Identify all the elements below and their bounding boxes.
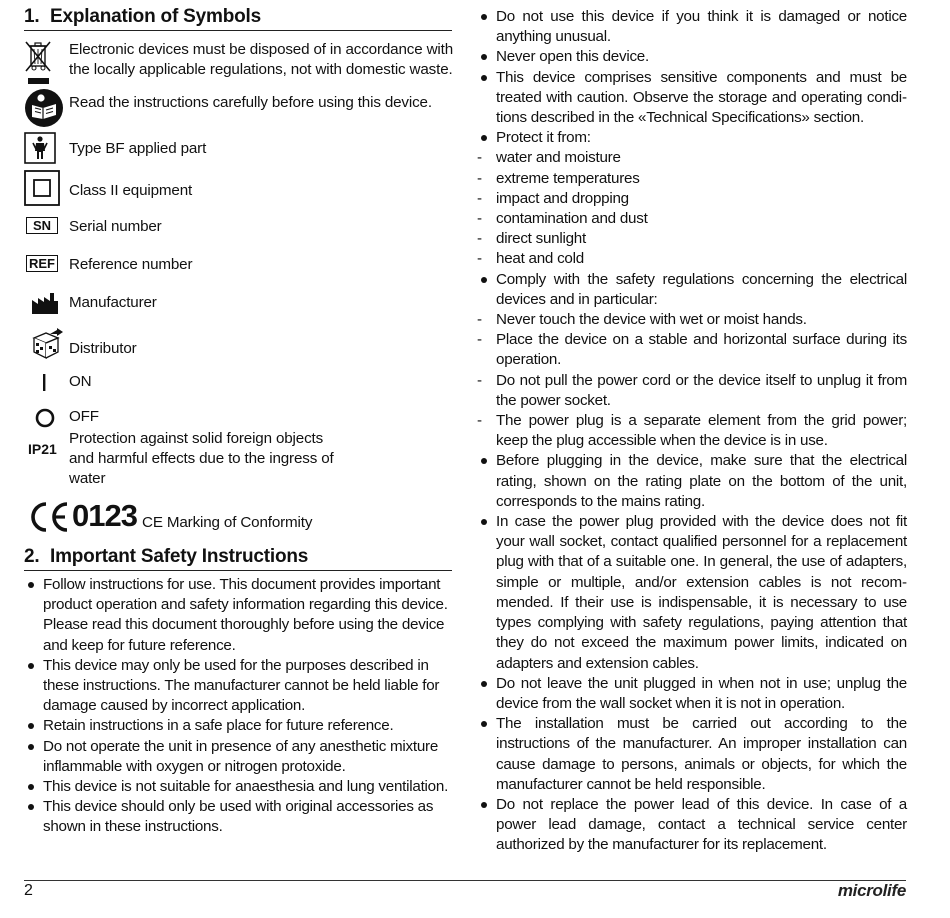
list-item: - The power plug is a separate element from the grid power; keep the plug accessible when the device is in use. — [477, 411, 907, 451]
symbol-text-distributor: Distributor — [69, 340, 137, 357]
list-item: In case the power plug provided with the device does not fit your wall socket, contact qualified personnel for a replacement plug with that of a suitable one. In general, the use of adapters, simple or multiple, and/or extension cables is not recommended. If their use is indispensable, it is necessary to use types complying with safety regulations, paying attention that they do not exceed the maximum power limits, indicated on adapters and extension cables. — [477, 512, 907, 674]
list-item: - Do not pull the power cord or the device itself to unplug it from the power socket. — [477, 371, 907, 411]
ce-mark-icon — [27, 500, 71, 538]
section-1-heading — [24, 6, 452, 31]
list-item: Do not operate the unit in presence of any anesthetic mixture inflammable with oxygen or nitrogen protoxide. — [24, 737, 454, 777]
page-number: 2 — [24, 882, 33, 899]
symbol-text-class-ii: Class II equipment — [69, 182, 193, 199]
list-item: Do not leave the unit plugged in when not in use; unplug the device from the wall socket when it is not in operation. — [477, 674, 907, 714]
protect-from-list — [477, 148, 907, 269]
list-item: The installation must be carried out according to the instructions of the manufacturer. An improper installation can cause damage to persons, animals or objects, for which the manufacturer cannot be held responsible. — [477, 714, 907, 795]
symbol-text-on: ON — [69, 373, 92, 390]
brand-logo: microlife — [837, 881, 906, 900]
section-2-title: Important Safety Instructions — [50, 546, 309, 567]
list-item: Do not replace the power lead of this device. In case of a power lead damage, contact a technical service center authorized by the manufacturer for its replacement. — [477, 795, 907, 856]
list-item: This device is not suitable for anaesthesia and lung ventilation. — [24, 777, 454, 797]
list-item: - direct sunlight — [477, 229, 907, 249]
distributor-icon — [30, 328, 64, 364]
list-item: Retain instructions in a safe place for future reference. — [24, 716, 454, 736]
list-item: This device may only be used for the purposes described in these instructions. The manufacturer cannot be held liable for damage caused by incorrect application. — [24, 656, 454, 717]
symbol-text-manufacturer: Manufacturer — [69, 294, 157, 311]
list-item: - Never touch the device with wet or moist hands. — [477, 310, 907, 330]
class-ii-equipment-icon — [24, 170, 60, 210]
off-icon — [35, 408, 55, 432]
list-item: - extreme temperatures — [477, 169, 907, 189]
list-item: Never open this device. — [477, 47, 907, 67]
ce-notified-body-number: 0123 — [72, 498, 137, 533]
list-item: - Place the device on a stable and horizontal surface during its operation. — [477, 330, 907, 370]
symbol-text-type-bf: Type BF applied part — [69, 140, 207, 157]
safety-list-left — [24, 575, 454, 838]
read-instructions-icon — [24, 88, 64, 132]
list-item: This device comprises sensitive components and must be treated with caution. Observe the storage and operating conditions described in the «Technical Specifications» section. — [477, 68, 907, 129]
symbol-text-reference-number: Reference number — [69, 256, 193, 273]
symbol-text-ce-mark: CE Marking of Conformity — [142, 514, 313, 531]
symbol-text-weee: Electronic devices must be disposed of in accordance with the locally applicable regulations, not with domestic waste. — [69, 41, 453, 79]
weee-crossed-bin-icon — [24, 40, 54, 90]
list-item: - heat and cold — [477, 249, 907, 269]
list-item: Protect it from: — [477, 128, 907, 148]
symbol-text-ip21: Protection against solid foreign objects and harmful effects due to the ingress of water — [69, 430, 334, 488]
serial-number-label: SN — [26, 217, 58, 234]
symbol-text-read-instructions: Read the instructions carefully before using this device. — [69, 94, 432, 111]
section-2-number: 2. — [24, 546, 40, 567]
list-item: Do not use this device if you think it is damaged or notice anything unusual. — [477, 7, 907, 47]
section-1-number: 1. — [24, 6, 40, 27]
reference-number-label: REF — [26, 255, 58, 272]
symbol-text-off: OFF — [69, 408, 99, 425]
serial-number-icon — [26, 217, 58, 234]
list-item: - contamination and dust — [477, 209, 907, 229]
manufacturer-icon — [32, 292, 58, 318]
electrical-safety-list — [477, 310, 907, 451]
on-icon — [42, 374, 48, 396]
list-item: Comply with the safety regulations concerning the electrical devices and in particular: — [477, 270, 907, 310]
list-item: This device should only be used with original accessories as shown in these instructions. — [24, 797, 454, 837]
list-item: Follow instructions for use. This document provides important product operation and safety information regarding this device. Please read this document thoroughly before using the device and keep for future reference. — [24, 575, 454, 656]
reference-number-icon — [26, 255, 58, 272]
section-2-heading — [24, 546, 452, 571]
list-item: - water and moisture — [477, 148, 907, 168]
type-bf-applied-part-icon — [24, 132, 56, 168]
symbol-text-serial-number: Serial number — [69, 218, 162, 235]
ip21-icon: IP21 — [28, 441, 57, 457]
list-item: Before plugging in the device, make sure that the electrical rating, shown on the rating plate on the bottom of the unit, corresponds to the mains rating. — [477, 451, 907, 512]
list-item: - impact and dropping — [477, 189, 907, 209]
safety-list-right — [477, 7, 907, 856]
footer-divider — [24, 880, 906, 881]
section-1-title: Explanation of Symbols — [50, 6, 261, 27]
